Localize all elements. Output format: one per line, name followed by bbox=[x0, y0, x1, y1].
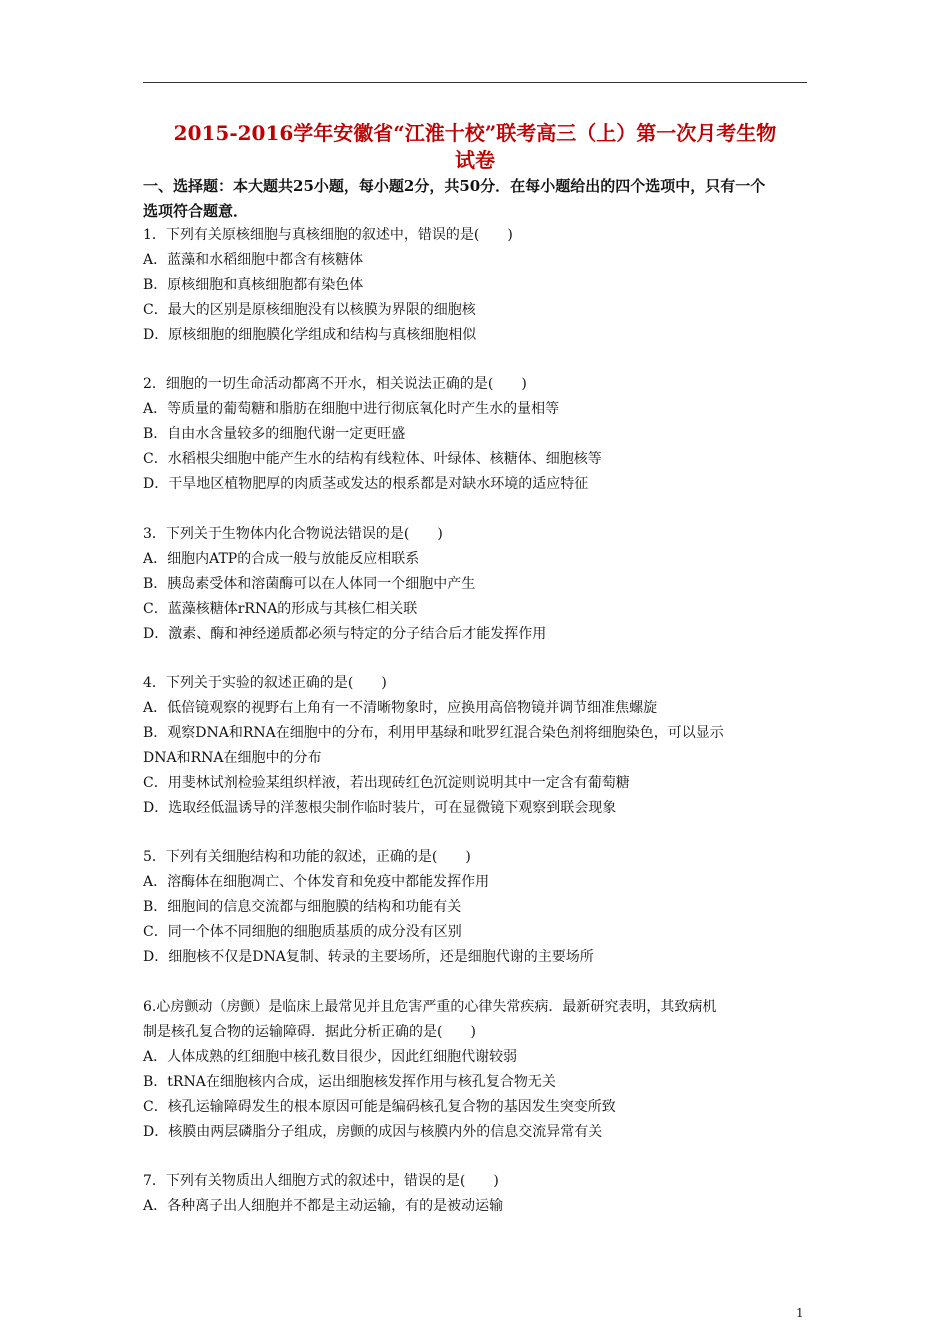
question-3 bbox=[143, 522, 807, 647]
option-c: C．最大的区别是原核细胞没有以核膜为界限的细胞核 bbox=[143, 302, 476, 318]
question-4 bbox=[143, 671, 807, 821]
question-stem: 5．下列有关细胞结构和功能的叙述，正确的是( ) bbox=[143, 849, 471, 865]
option-d: D．原核细胞的细胞膜化学组成和结构与真核细胞相似 bbox=[143, 327, 477, 343]
option-a: A．等质量的葡萄糖和脂肪在细胞中进行彻底氧化时产生水的量相等 bbox=[143, 401, 560, 417]
option-c: C．同一个体不同细胞的细胞质基质的成分没有区别 bbox=[143, 924, 462, 940]
option-b: B．观察DNA和RNA在细胞中的分布，利用甲基绿和吡罗红混合染色剂将细胞染色，可以显示 bbox=[143, 725, 724, 741]
section-instructions bbox=[143, 174, 807, 224]
question-stem-continued: 制是核孔复合物的运输障碍．据此分析正确的是( ) bbox=[143, 1024, 476, 1040]
option-d: D．激素、酶和神经递质都必须与特定的分子结合后才能发挥作用 bbox=[143, 626, 547, 642]
question-7 bbox=[143, 1169, 807, 1219]
question-stem: 2．细胞的一切生命活动都离不开水，相关说法正确的是( ) bbox=[143, 376, 527, 392]
question-stem: 1．下列有关原核细胞与真核细胞的叙述中，错误的是( ) bbox=[143, 227, 513, 243]
question-2 bbox=[143, 372, 807, 497]
option-c: C．水稻根尖细胞中能产生水的结构有线粒体、叶绿体、核糖体、细胞核等 bbox=[143, 451, 602, 467]
document-title bbox=[143, 120, 807, 174]
option-d: D．选取经低温诱导的洋葱根尖制作临时装片，可在显微镜下观察到联会现象 bbox=[143, 800, 617, 816]
option-a: A．低倍镜观察的视野右上角有一不清晰物象时，应换用高倍物镜并调节细准焦螺旋 bbox=[143, 700, 658, 716]
instructions-line-1: 一、选择题：本大题共25小题，每小题2分，共50分．在每小题给出的四个选项中，只有一个 bbox=[143, 177, 766, 195]
question-1 bbox=[143, 223, 807, 348]
option-c: C．核孔运输障碍发生的根本原因可能是编码核孔复合物的基因发生突变所致 bbox=[143, 1099, 616, 1115]
title-line-1: 2015-2016学年安徽省“江淮十校”联考高三（上）第一次月考生物 bbox=[173, 121, 777, 145]
option-b: B．胰岛素受体和溶菌酶可以在人体同一个细胞中产生 bbox=[143, 576, 476, 592]
option-a: A．蓝藻和水稻细胞中都含有核糖体 bbox=[143, 252, 364, 268]
option-a: A．溶酶体在细胞凋亡、个体发育和免疫中都能发挥作用 bbox=[143, 874, 490, 890]
question-stem: 6.心房颤动（房颤）是临床上最常见并且危害严重的心律失常疾病．最新研究表明，其致病机 bbox=[143, 999, 717, 1015]
header-rule bbox=[143, 82, 807, 83]
option-c: C．用斐林试剂检验某组织样液，若出现砖红色沉淀则说明其中一定含有葡萄糖 bbox=[143, 775, 630, 791]
option-a: A．细胞内ATP的合成一般与放能反应相联系 bbox=[143, 551, 420, 567]
option-b: B．tRNA在细胞核内合成，运出细胞核发挥作用与核孔复合物无关 bbox=[143, 1074, 556, 1090]
instructions-line-2: 选项符合题意． bbox=[143, 202, 249, 220]
page-number: 1 bbox=[796, 1306, 804, 1320]
option-b: B．细胞间的信息交流都与细胞膜的结构和功能有关 bbox=[143, 899, 462, 915]
question-stem: 3．下列关于生物体内化合物说法错误的是( ) bbox=[143, 526, 443, 542]
question-stem: 7．下列有关物质出人细胞方式的叙述中，错误的是( ) bbox=[143, 1173, 499, 1189]
option-b-continued: DNA和RNA在细胞中的分布 bbox=[143, 750, 322, 766]
option-d: D．干旱地区植物肥厚的肉质茎或发达的根系都是对缺水环境的适应特征 bbox=[143, 476, 589, 492]
option-a: A．各种离子出人细胞并不都是主动运输，有的是被动运输 bbox=[143, 1198, 504, 1214]
option-c: C．蓝藻核糖体rRNA的形成与其核仁相关联 bbox=[143, 601, 418, 617]
option-d: D．核膜由两层磷脂分子组成，房颤的成因与核膜内外的信息交流异常有关 bbox=[143, 1124, 603, 1140]
option-d: D．细胞核不仅是DNA复制、转录的主要场所，还是细胞代谢的主要场所 bbox=[143, 949, 594, 965]
option-b: B．原核细胞和真核细胞都有染色体 bbox=[143, 277, 364, 293]
question-stem: 4．下列关于实验的叙述正确的是( ) bbox=[143, 675, 387, 691]
question-5 bbox=[143, 845, 807, 970]
option-b: B．自由水含量较多的细胞代谢一定更旺盛 bbox=[143, 426, 406, 442]
option-a: A．人体成熟的红细胞中核孔数目很少，因此红细胞代谢较弱 bbox=[143, 1049, 518, 1065]
question-6 bbox=[143, 995, 807, 1145]
title-line-2: 试卷 bbox=[455, 148, 495, 172]
